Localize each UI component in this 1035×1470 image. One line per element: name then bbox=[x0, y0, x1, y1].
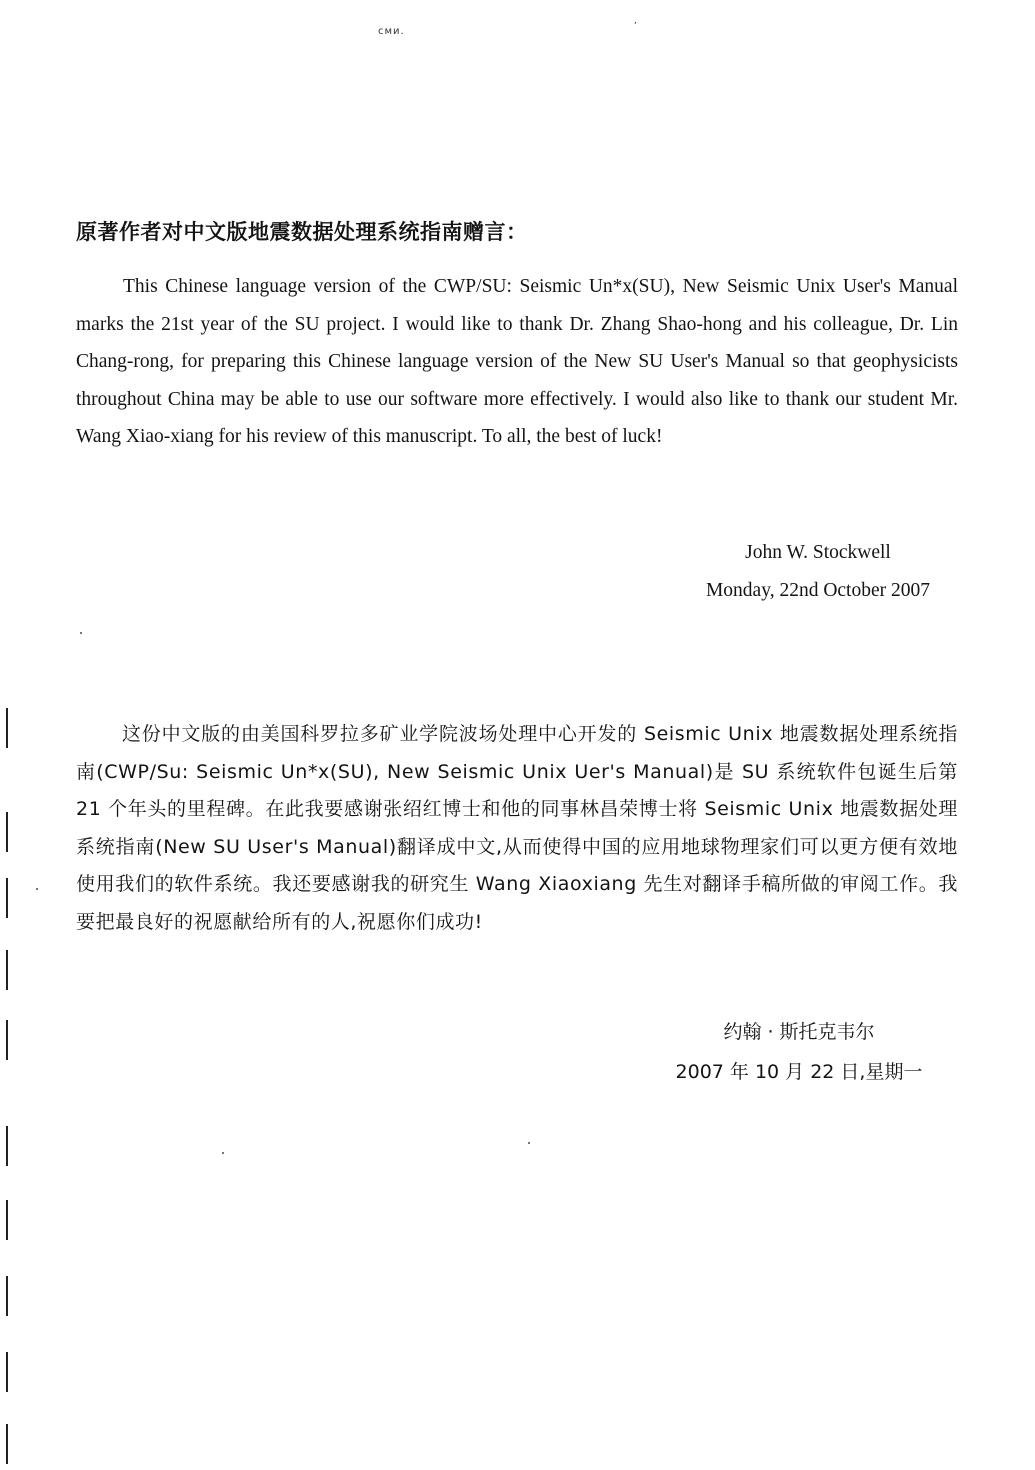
scan-speck bbox=[222, 1152, 224, 1154]
scan-speck bbox=[80, 632, 82, 634]
scan-speck bbox=[36, 888, 38, 890]
scan-margin-rule bbox=[6, 1126, 8, 1166]
scan-margin-rule bbox=[6, 1424, 8, 1464]
scan-margin-rule bbox=[6, 1200, 8, 1240]
page-corner-mark: ᴄᴍᴎ. bbox=[378, 26, 405, 37]
scan-tick-mark: , bbox=[634, 16, 637, 26]
english-dedication-paragraph: This Chinese language version of the CWP/SU: Seismic Un*x(SU), New Seismic Unix User's Manual marks the 21st year of the SU project. I would like to thank Dr. Zhang Shao-hong and his colleague, Dr. Lin Chang-rong, for preparing this Chinese language version of the New SU User's Manual so that geophysicists throughout China may be able to use our software more effectively. I would also like to thank our student Mr. Wang Xiao-xiang for his review of this manuscript. To all, the best of luck! bbox=[76, 276, 958, 447]
dedication-heading: 原著作者对中文版地震数据处理系统指南赠言： bbox=[76, 220, 528, 244]
english-signature-name: John W. Stockwell bbox=[745, 542, 891, 563]
scan-margin-rule bbox=[6, 708, 8, 748]
english-signature-block bbox=[706, 534, 930, 610]
chinese-signature-name: 约翰 · 斯托克韦尔 bbox=[723, 1021, 875, 1043]
chinese-dedication-paragraph: 这份中文版的由美国科罗拉多矿业学院波场处理中心开发的 Seismic Unix 地震数据处理系统指南(CWP/Su: Seismic Un*x(SU), New Seismic Unix Uer's Manual)是 SU 系统软件包诞生后第 21 个年头的里程碑。在此我要感谢张绍红博士和他的同事林昌荣博士将 Seismic Unix 地震数据处理系统指南(New SU User's Manual)翻译成中文,从而使得中国的应用地球物理家们可以更方便有效地使用我们的软件系统。我还要感谢我的研究生 Wang Xiaoxiang 先生对翻译手稿所做的审阅工作。我要把最良好的祝愿献给所有的人,祝愿你们成功! bbox=[76, 723, 958, 933]
scan-margin-rule bbox=[6, 812, 8, 852]
chinese-signature-block bbox=[654, 1012, 944, 1092]
scan-speck bbox=[528, 1142, 530, 1144]
scan-margin-rule bbox=[6, 878, 8, 918]
scan-margin-rule bbox=[6, 1352, 8, 1392]
chinese-signature-date: 2007 年 10 月 22 日,星期一 bbox=[675, 1061, 923, 1083]
scan-margin-rule bbox=[6, 1276, 8, 1316]
scan-margin-rule bbox=[6, 1020, 8, 1060]
scan-margin-rule bbox=[6, 950, 8, 990]
english-signature-date: Monday, 22nd October 2007 bbox=[705, 580, 930, 601]
